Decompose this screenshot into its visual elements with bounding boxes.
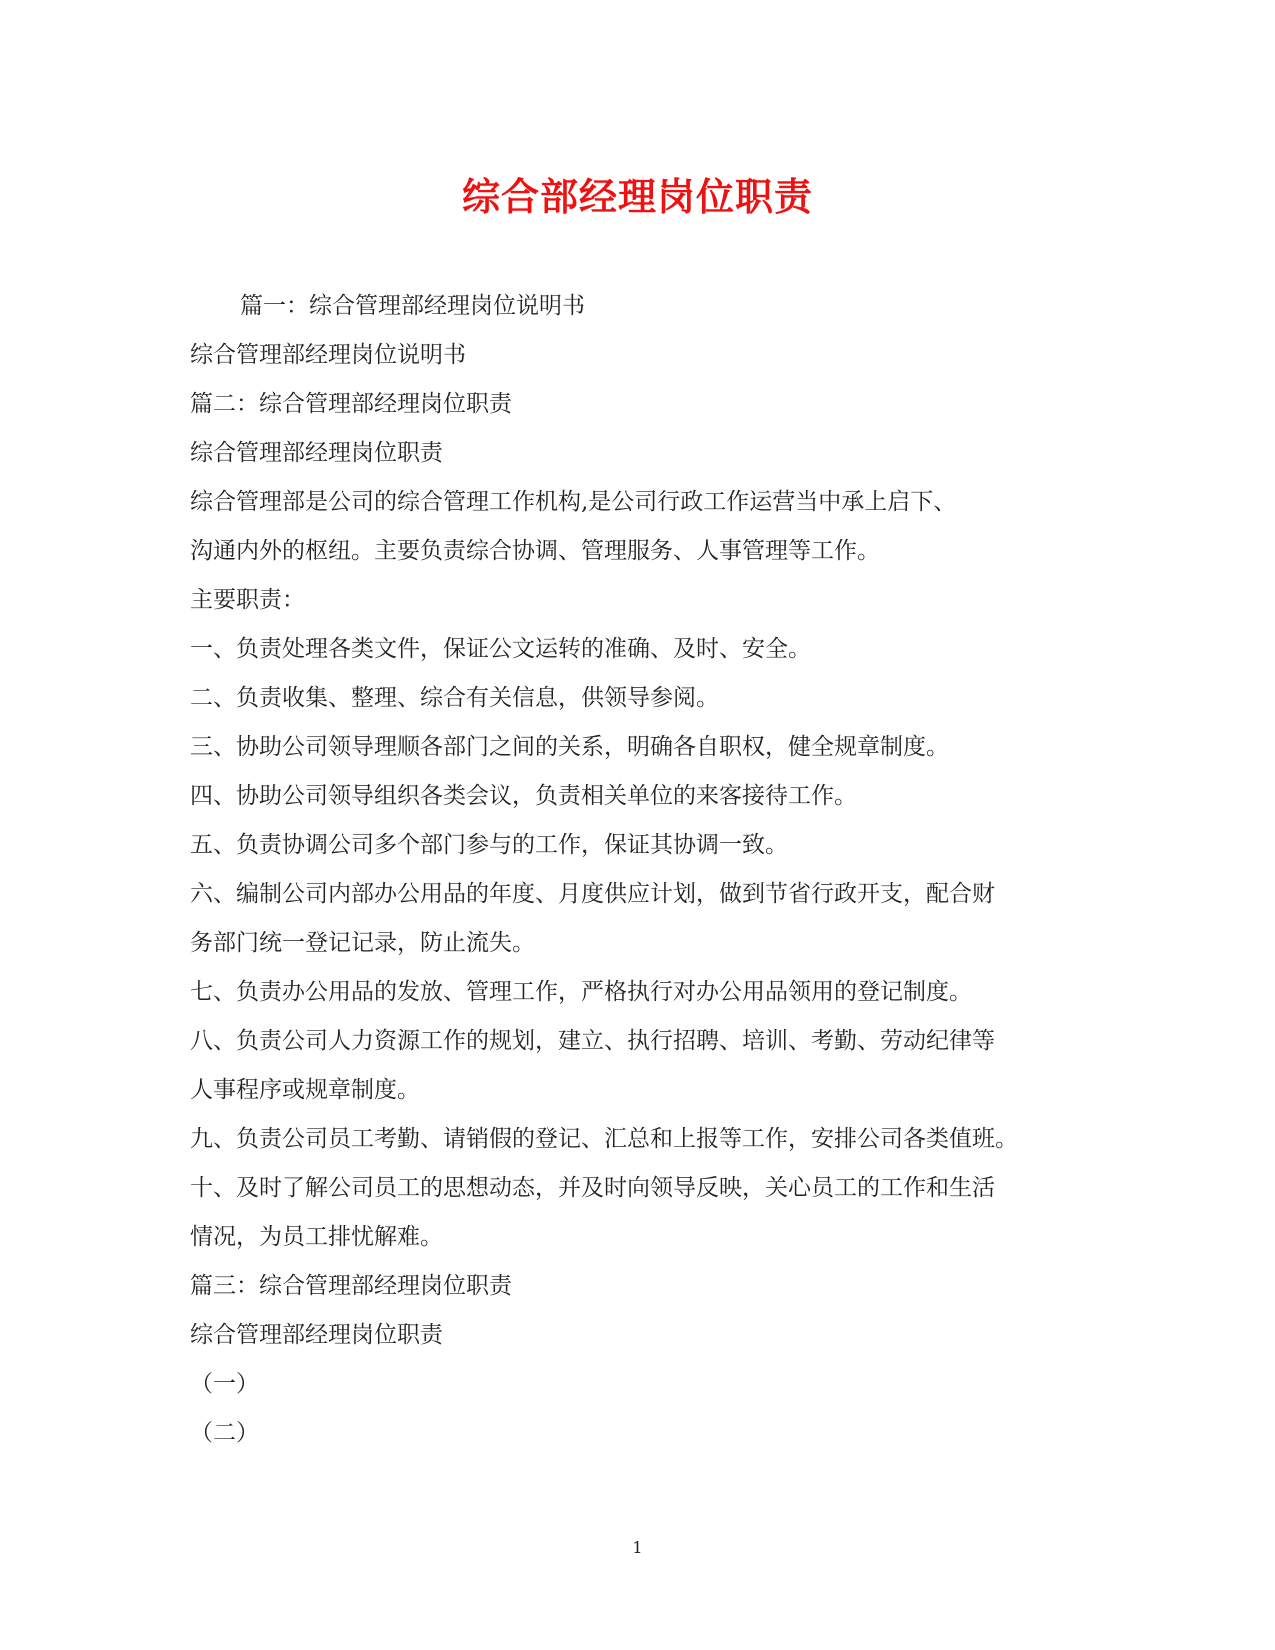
list-item: 七、负责办公用品的发放、管理工作，严格执行对办公用品领用的登记制度。 [190, 979, 972, 1005]
sub-item: （一） [190, 1371, 259, 1397]
list-item: 六、编制公司内部办公用品的年度、月度供应计划，做到节省行政开支，配合财 [190, 881, 995, 907]
list-item: 四、协助公司领导组织各类会议，负责相关单位的来客接待工作。 [190, 783, 857, 809]
page-number: 1 [632, 1538, 643, 1557]
list-item: 十、及时了解公司员工的思想动态，并及时向领导反映，关心员工的工作和生活 [190, 1175, 995, 1201]
paragraph-line: 综合管理部是公司的综合管理工作机构,是公司行政工作运营当中承上启下、 [190, 489, 957, 515]
list-item: 一、负责处理各类文件，保证公文运转的准确、及时、安全。 [190, 636, 811, 662]
list-item: 八、负责公司人力资源工作的规划，建立、执行招聘、培训、考勤、劳动纪律等 [190, 1028, 995, 1054]
list-item: 二、负责收集、整理、综合有关信息，供领导参阅。 [190, 685, 719, 711]
paragraph-line: 主要职责： [190, 587, 305, 613]
list-item-continued: 情况，为员工排忧解难。 [190, 1224, 443, 1250]
section-heading-2: 篇二：综合管理部经理岗位职责 [190, 391, 512, 417]
paragraph-line: 综合管理部经理岗位职责 [190, 440, 443, 466]
document-body [190, 282, 1090, 1458]
paragraph-line: 综合管理部经理岗位说明书 [190, 342, 466, 368]
paragraph-line: 沟通内外的枢纽。主要负责综合协调、管理服务、人事管理等工作。 [190, 538, 880, 564]
list-item: 九、负责公司员工考勤、请销假的登记、汇总和上报等工作，安排公司各类值班。 [190, 1126, 1018, 1152]
document-title: 综合部经理岗位职责 [461, 174, 813, 219]
sub-item: （二） [190, 1420, 259, 1446]
list-item: 三、协助公司领导理顺各部门之间的关系，明确各自职权，健全规章制度。 [190, 734, 949, 760]
paragraph-line: 综合管理部经理岗位职责 [190, 1322, 443, 1348]
list-item-continued: 务部门统一登记记录，防止流失。 [190, 930, 535, 956]
section-heading-3: 篇三：综合管理部经理岗位职责 [190, 1273, 512, 1299]
list-item: 五、负责协调公司多个部门参与的工作，保证其协调一致。 [190, 832, 788, 858]
section-heading-1: 篇一：综合管理部经理岗位说明书 [240, 293, 585, 319]
list-item-continued: 人事程序或规章制度。 [190, 1077, 420, 1103]
